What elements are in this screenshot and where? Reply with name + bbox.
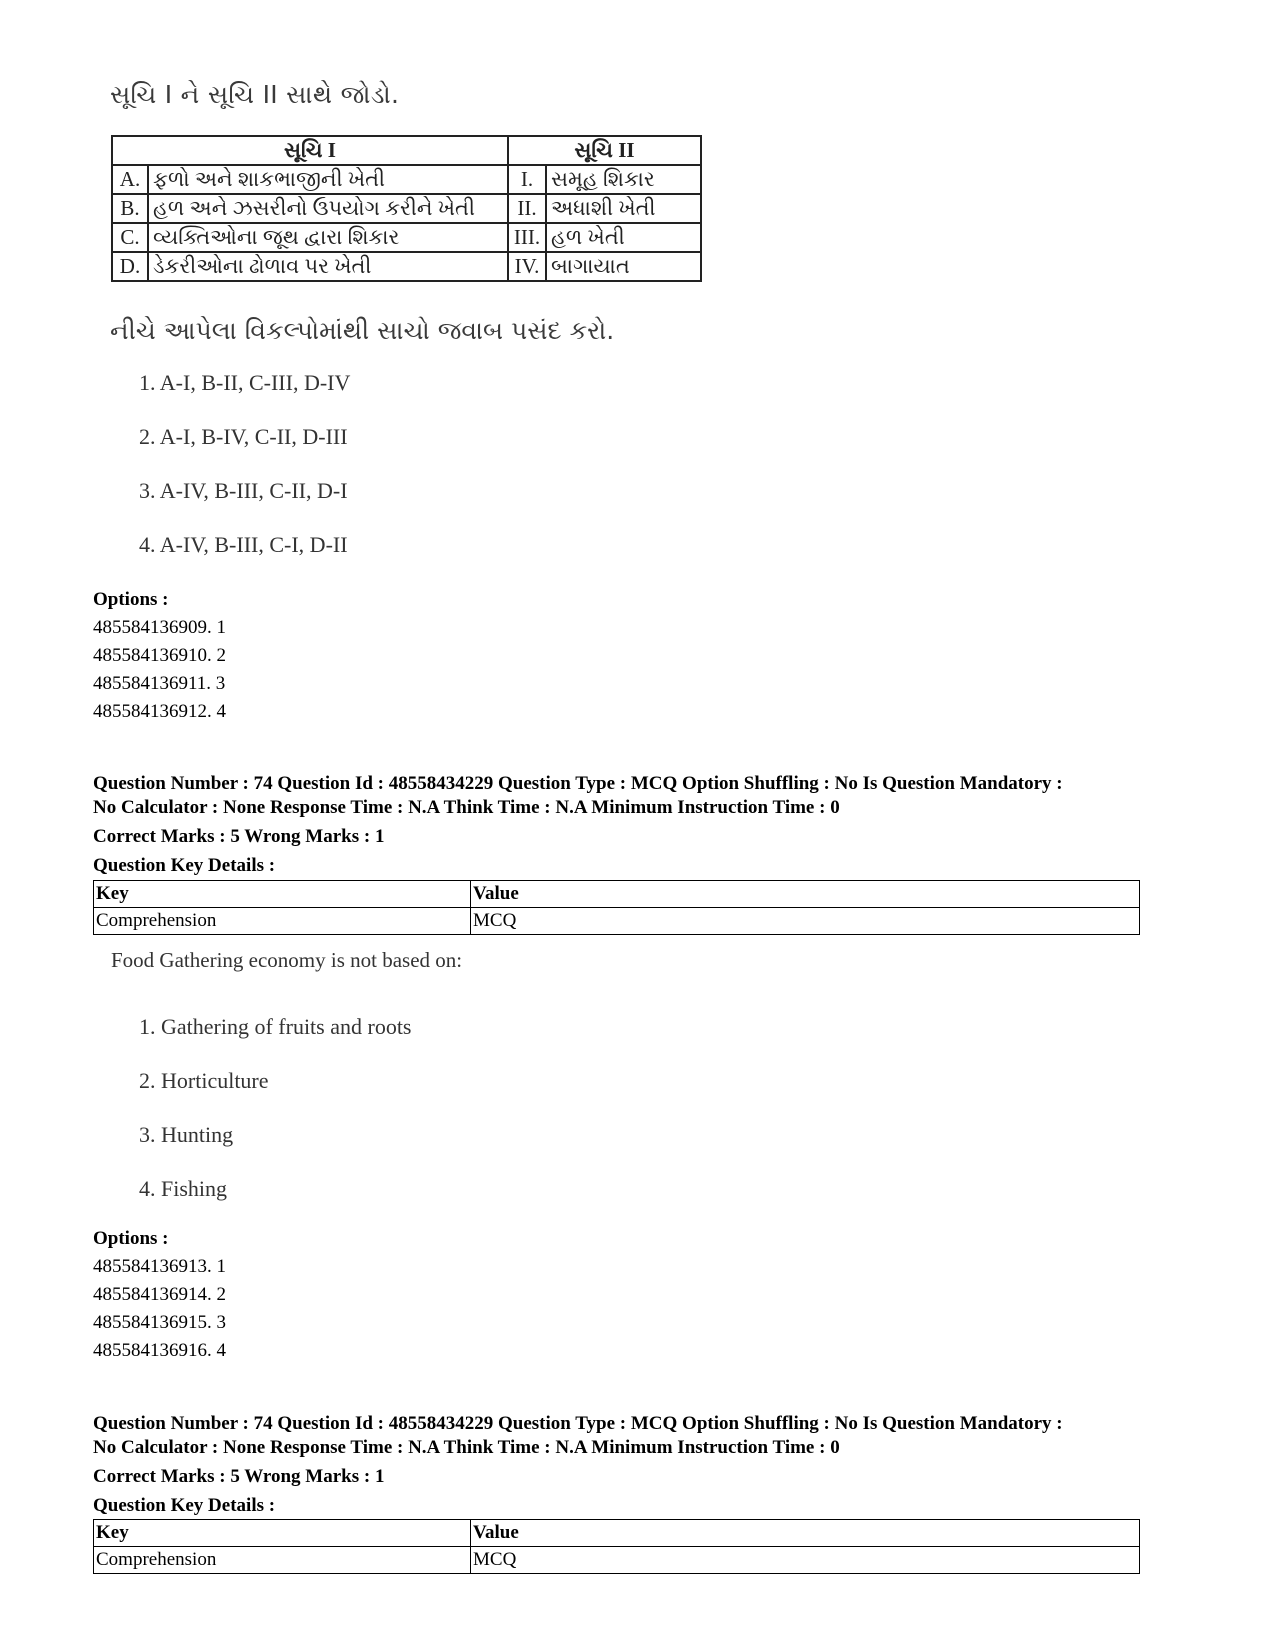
key-details-table-2 bbox=[93, 1519, 1140, 1574]
match-left-cell: વ્યક્તિઓના જૂથ દ્વારા શિકાર bbox=[148, 223, 508, 252]
match-row-label: B. bbox=[112, 194, 148, 223]
match-row-label: D. bbox=[112, 252, 148, 281]
question-74-choices bbox=[139, 1000, 412, 1216]
options-block-2 bbox=[93, 1225, 226, 1365]
choice-item: 4. Fishing bbox=[139, 1176, 228, 1201]
meta-line-1: Question Number : 74 Question Id : 48558434229 Question Type : MCQ Option Shuffling : No Is Question Mandatory : bbox=[93, 773, 1063, 794]
choice-item: 2. Horticulture bbox=[139, 1068, 269, 1093]
match-roman-label: IV. bbox=[508, 252, 546, 281]
options-block-1 bbox=[93, 586, 226, 726]
key-details-label: Question Key Details : bbox=[93, 1495, 276, 1516]
marks-line: Correct Marks : 5 Wrong Marks : 1 bbox=[93, 826, 385, 847]
key-header: Key bbox=[94, 881, 471, 908]
question-73-choices bbox=[139, 356, 350, 572]
option-item: 485584136912. 4 bbox=[93, 701, 226, 722]
match-row bbox=[112, 252, 701, 281]
choice-item: 3. A-IV, B-III, C-II, D-I bbox=[139, 478, 348, 503]
question-73-title: સૂચિ I ને સૂચિ II સાથે જોડો. bbox=[110, 80, 400, 109]
option-item: 485584136910. 2 bbox=[93, 645, 226, 666]
match-left-cell: હળ અને ઝસરીનો ઉપયોગ કરીને ખેતી bbox=[148, 194, 508, 223]
match-roman-label: II. bbox=[508, 194, 546, 223]
options-label: Options : bbox=[93, 589, 169, 610]
option-item: 485584136914. 2 bbox=[93, 1284, 226, 1305]
match-table bbox=[111, 135, 702, 282]
match-row bbox=[112, 165, 701, 194]
match-header-right: સૂચિ II bbox=[508, 136, 701, 165]
meta-line-1: Question Number : 74 Question Id : 48558434229 Question Type : MCQ Option Shuffling : No Is Question Mandatory : bbox=[93, 1413, 1063, 1434]
key-details-label: Question Key Details : bbox=[93, 855, 276, 876]
match-right-cell: બાગાયાત bbox=[546, 252, 701, 281]
question-meta-1 bbox=[93, 772, 1063, 878]
match-right-cell: હળ ખેતી bbox=[546, 223, 701, 252]
match-roman-label: I. bbox=[508, 165, 546, 194]
value-header: Value bbox=[471, 1520, 1140, 1547]
match-header-left: સૂચિ I bbox=[112, 136, 508, 165]
question-73-instruction: નીચે આપેલા વિકલ્પોમાંથી સાચો જવાબ પસંદ કરો. bbox=[110, 316, 615, 345]
choice-item: 3. Hunting bbox=[139, 1122, 234, 1147]
question-74-text: Food Gathering economy is not based on: bbox=[111, 948, 463, 972]
choice-item: 1. A-I, B-II, C-III, D-IV bbox=[139, 370, 351, 395]
choice-item: 2. A-I, B-IV, C-II, D-III bbox=[139, 424, 348, 449]
match-left-cell: ડેકરીઓના ઢોળાવ પર ખેતી bbox=[148, 252, 508, 281]
meta-line-2: No Calculator : None Response Time : N.A Think Time : N.A Minimum Instruction Time : 0 bbox=[93, 797, 840, 818]
options-label: Options : bbox=[93, 1228, 169, 1249]
match-row-label: A. bbox=[112, 165, 148, 194]
key-cell: Comprehension bbox=[94, 908, 471, 935]
match-left-cell: ફળો અને શાકભાજીની ખેતી bbox=[148, 165, 508, 194]
option-item: 485584136911. 3 bbox=[93, 673, 226, 694]
value-header: Value bbox=[471, 881, 1140, 908]
key-header: Key bbox=[94, 1520, 471, 1547]
option-item: 485584136915. 3 bbox=[93, 1312, 226, 1333]
match-row bbox=[112, 194, 701, 223]
option-item: 485584136913. 1 bbox=[93, 1256, 226, 1277]
key-details-table-1 bbox=[93, 880, 1140, 935]
match-row bbox=[112, 223, 701, 252]
question-meta-2 bbox=[93, 1412, 1063, 1518]
match-right-cell: અધાશી ખેતી bbox=[546, 194, 701, 223]
marks-line: Correct Marks : 5 Wrong Marks : 1 bbox=[93, 1466, 385, 1487]
key-cell: Comprehension bbox=[94, 1547, 471, 1574]
value-cell: MCQ bbox=[471, 1547, 1140, 1574]
option-item: 485584136909. 1 bbox=[93, 617, 226, 638]
meta-line-2: No Calculator : None Response Time : N.A Think Time : N.A Minimum Instruction Time : 0 bbox=[93, 1437, 840, 1458]
match-row-label: C. bbox=[112, 223, 148, 252]
option-item: 485584136916. 4 bbox=[93, 1340, 226, 1361]
match-right-cell: સમૂહ શિકાર bbox=[546, 165, 701, 194]
choice-item: 1. Gathering of fruits and roots bbox=[139, 1014, 412, 1039]
match-roman-label: III. bbox=[508, 223, 546, 252]
value-cell: MCQ bbox=[471, 908, 1140, 935]
choice-item: 4. A-IV, B-III, C-I, D-II bbox=[139, 532, 348, 557]
